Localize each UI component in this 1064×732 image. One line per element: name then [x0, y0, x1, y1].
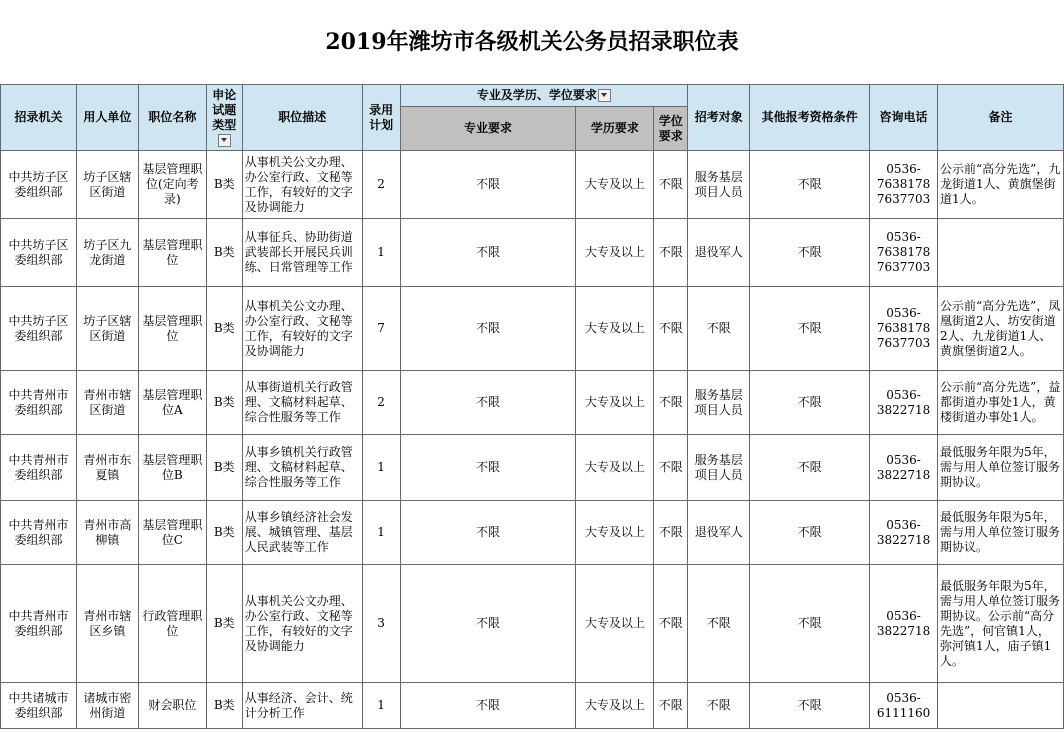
cell-unit[interactable]: 坊子区辖区街道 — [76, 287, 138, 371]
cell-unit[interactable]: 诸城市密州街道 — [76, 683, 138, 729]
cell-unit[interactable]: 青州市辖区街道 — [76, 371, 138, 435]
cell-other[interactable]: 不限 — [750, 683, 870, 729]
cell-notes[interactable]: 公示前“高分先选”，凤凰街道2人、坊安街道2人、九龙街道1人、黄旗堡街道2人。 — [938, 287, 1064, 371]
cell-major[interactable]: 不限 — [400, 683, 576, 729]
cell-other[interactable]: 不限 — [750, 151, 870, 219]
cell-position[interactable]: 财会职位 — [138, 683, 206, 729]
cell-education[interactable]: 大专及以上 — [576, 287, 654, 371]
table-row — [1, 565, 1064, 683]
cell-unit[interactable]: 青州市辖区乡镇 — [76, 565, 138, 683]
table-row — [1, 501, 1064, 565]
cell-agency[interactable]: 中共坊子区委组织部 — [1, 219, 77, 287]
cell-target[interactable]: 服务基层项目人员 — [688, 151, 750, 219]
cell-major[interactable]: 不限 — [400, 371, 576, 435]
cell-position[interactable]: 基层管理职位 — [138, 287, 206, 371]
cell-phone[interactable]: 0536-6111160 — [870, 683, 938, 729]
cell-target[interactable]: 不限 — [688, 565, 750, 683]
cell-major[interactable]: 不限 — [400, 151, 576, 219]
cell-description[interactable]: 从事乡镇经济社会发展、城镇管理、基层人民武装等工作 — [242, 501, 362, 565]
cell-agency[interactable]: 中共青州市委组织部 — [1, 435, 77, 501]
cell-education[interactable]: 大专及以上 — [576, 683, 654, 729]
cell-unit[interactable]: 青州市高柳镇 — [76, 501, 138, 565]
table-row — [1, 287, 1064, 371]
cell-exam[interactable]: B类 — [206, 151, 242, 219]
cell-exam[interactable]: B类 — [206, 435, 242, 501]
positions-table — [0, 84, 1064, 729]
cell-degree[interactable]: 不限 — [654, 151, 688, 219]
cell-notes[interactable]: 最低服务年限为5年，需与用人单位签订服务期协议。 — [938, 501, 1064, 565]
cell-position[interactable]: 基层管理职位B — [138, 435, 206, 501]
cell-other[interactable]: 不限 — [750, 371, 870, 435]
cell-phone[interactable]: 0536-3822718 — [870, 371, 938, 435]
cell-notes[interactable]: 公示前“高分先选”，益都街道办事处1人，黄楼街道办事处1人。 — [938, 371, 1064, 435]
header-target[interactable]: 招考对象 — [688, 85, 750, 151]
cell-degree[interactable]: 不限 — [654, 287, 688, 371]
cell-other[interactable]: 不限 — [750, 501, 870, 565]
table-row — [1, 683, 1064, 729]
cell-target[interactable]: 退役军人 — [688, 219, 750, 287]
cell-target[interactable]: 退役军人 — [688, 501, 750, 565]
table-body — [1, 151, 1064, 729]
cell-plan[interactable]: 1 — [362, 501, 400, 565]
header-requirements-label: 专业及学历、学位要求 — [476, 88, 597, 102]
header-notes[interactable]: 备注 — [938, 85, 1064, 151]
cell-description[interactable]: 从事机关公文办理、办公室行政、文秘等工作，有较好的文字及协调能力 — [242, 151, 362, 219]
cell-plan[interactable]: 2 — [362, 371, 400, 435]
table-header — [1, 85, 1064, 151]
cell-unit[interactable]: 青州市东夏镇 — [76, 435, 138, 501]
cell-phone[interactable]: 0536-7638178 7637703 — [870, 219, 938, 287]
cell-exam[interactable]: B类 — [206, 371, 242, 435]
cell-phone[interactable]: 0536-7638178 7637703 — [870, 151, 938, 219]
cell-exam[interactable]: B类 — [206, 501, 242, 565]
header-major[interactable]: 专业要求 — [400, 107, 576, 151]
table-row — [1, 435, 1064, 501]
cell-unit[interactable]: 坊子区九龙街道 — [76, 219, 138, 287]
cell-exam[interactable]: B类 — [206, 287, 242, 371]
table-row — [1, 371, 1064, 435]
cell-phone[interactable]: 0536-3822718 — [870, 565, 938, 683]
cell-exam[interactable]: B类 — [206, 565, 242, 683]
cell-major[interactable]: 不限 — [400, 287, 576, 371]
cell-degree[interactable]: 不限 — [654, 501, 688, 565]
cell-plan[interactable]: 1 — [362, 435, 400, 501]
cell-other[interactable]: 不限 — [750, 565, 870, 683]
cell-plan[interactable]: 2 — [362, 151, 400, 219]
cell-description[interactable]: 从事乡镇机关行政管理、文稿材料起草、综合性服务等工作 — [242, 435, 362, 501]
header-requirements-group[interactable] — [400, 85, 688, 107]
table-row — [1, 151, 1064, 219]
cell-description[interactable]: 从事机关公文办理、办公室行政、文秘等工作，有较好的文字及协调能力 — [242, 287, 362, 371]
cell-phone[interactable]: 0536-3822718 — [870, 501, 938, 565]
cell-notes[interactable]: 最低服务年限为5年，需与用人单位签订服务期协议。 — [938, 435, 1064, 501]
cell-description[interactable]: 从事征兵、协助街道武装部长开展民兵训练、日常管理等工作 — [242, 219, 362, 287]
header-description[interactable]: 职位描述 — [242, 85, 362, 151]
cell-education[interactable]: 大专及以上 — [576, 435, 654, 501]
cell-description[interactable]: 从事街道机关行政管理、文稿材料起草、综合性服务等工作 — [242, 371, 362, 435]
header-other[interactable]: 其他报考资格条件 — [750, 85, 870, 151]
header-unit[interactable]: 用人单位 — [76, 85, 138, 151]
header-phone[interactable]: 咨询电话 — [870, 85, 938, 151]
page-title: 2019年潍坊市各级机关公务员招录职位表 — [325, 29, 739, 55]
cell-other[interactable]: 不限 — [750, 435, 870, 501]
header-agency[interactable]: 招录机关 — [1, 85, 77, 151]
cell-phone[interactable]: 0536-3822718 — [870, 435, 938, 501]
cell-plan[interactable]: 1 — [362, 219, 400, 287]
cell-degree[interactable]: 不限 — [654, 219, 688, 287]
cell-position[interactable]: 基层管理职位C — [138, 501, 206, 565]
cell-exam[interactable]: B类 — [206, 219, 242, 287]
header-plan[interactable]: 录用计划 — [362, 85, 400, 151]
cell-education[interactable]: 大专及以上 — [576, 219, 654, 287]
cell-agency[interactable]: 中共青州市委组织部 — [1, 565, 77, 683]
header-position[interactable]: 职位名称 — [138, 85, 206, 151]
cell-description[interactable]: 从事经济、会计、统计分析工作 — [242, 683, 362, 729]
cell-degree[interactable]: 不限 — [654, 371, 688, 435]
cell-agency[interactable]: 中共青州市委组织部 — [1, 371, 77, 435]
cell-other[interactable]: 不限 — [750, 287, 870, 371]
cell-exam[interactable]: B类 — [206, 683, 242, 729]
cell-phone[interactable]: 0536-7638178 7637703 — [870, 287, 938, 371]
cell-major[interactable]: 不限 — [400, 501, 576, 565]
table-row — [1, 219, 1064, 287]
cell-plan[interactable]: 7 — [362, 287, 400, 371]
cell-target[interactable]: 服务基层项目人员 — [688, 371, 750, 435]
cell-agency[interactable]: 中共诸城市委组织部 — [1, 683, 77, 729]
cell-education[interactable]: 大专及以上 — [576, 501, 654, 565]
cell-target[interactable]: 服务基层项目人员 — [688, 435, 750, 501]
cell-other[interactable]: 不限 — [750, 219, 870, 287]
cell-agency[interactable]: 中共坊子区委组织部 — [1, 287, 77, 371]
cell-notes[interactable] — [938, 219, 1064, 287]
cell-major[interactable]: 不限 — [400, 219, 576, 287]
header-exam-type[interactable] — [206, 85, 242, 151]
cell-major[interactable]: 不限 — [400, 435, 576, 501]
dropdown-filter-icon[interactable] — [218, 134, 231, 147]
cell-position[interactable]: 基层管理职位A — [138, 371, 206, 435]
cell-degree[interactable]: 不限 — [654, 683, 688, 729]
cell-plan[interactable]: 3 — [362, 565, 400, 683]
header-education[interactable]: 学历要求 — [576, 107, 654, 151]
dropdown-filter-icon[interactable] — [598, 89, 611, 102]
cell-position[interactable]: 基层管理职位(定向考录) — [138, 151, 206, 219]
cell-target[interactable]: 不限 — [688, 683, 750, 729]
cell-notes[interactable] — [938, 683, 1064, 729]
cell-position[interactable]: 基层管理职位 — [138, 219, 206, 287]
header-degree[interactable]: 学位要求 — [654, 107, 688, 151]
cell-degree[interactable]: 不限 — [654, 435, 688, 501]
cell-target[interactable]: 不限 — [688, 287, 750, 371]
cell-notes[interactable]: 公示前“高分先选”，九龙街道1人、黄旗堡街道1人。 — [938, 151, 1064, 219]
cell-degree[interactable]: 不限 — [654, 565, 688, 683]
cell-education[interactable]: 大专及以上 — [576, 151, 654, 219]
cell-agency[interactable]: 中共青州市委组织部 — [1, 501, 77, 565]
cell-description[interactable]: 从事机关公文办理、办公室行政、文秘等工作，有较好的文字及协调能力 — [242, 565, 362, 683]
cell-major[interactable]: 不限 — [400, 565, 576, 683]
cell-position[interactable]: 行政管理职位 — [138, 565, 206, 683]
cell-unit[interactable]: 坊子区辖区街道 — [76, 151, 138, 219]
cell-notes[interactable]: 最低服务年限为5年，需与用人单位签订服务期协议。公示前“高分先选”，何官镇1人，弥河镇1人，庙子镇1人。 — [938, 565, 1064, 683]
header-exam-type-label: 申论试题类型 — [212, 87, 237, 132]
cell-plan[interactable]: 1 — [362, 683, 400, 729]
cell-education[interactable]: 大专及以上 — [576, 565, 654, 683]
cell-education[interactable]: 大专及以上 — [576, 371, 654, 435]
cell-agency[interactable]: 中共坊子区委组织部 — [1, 151, 77, 219]
